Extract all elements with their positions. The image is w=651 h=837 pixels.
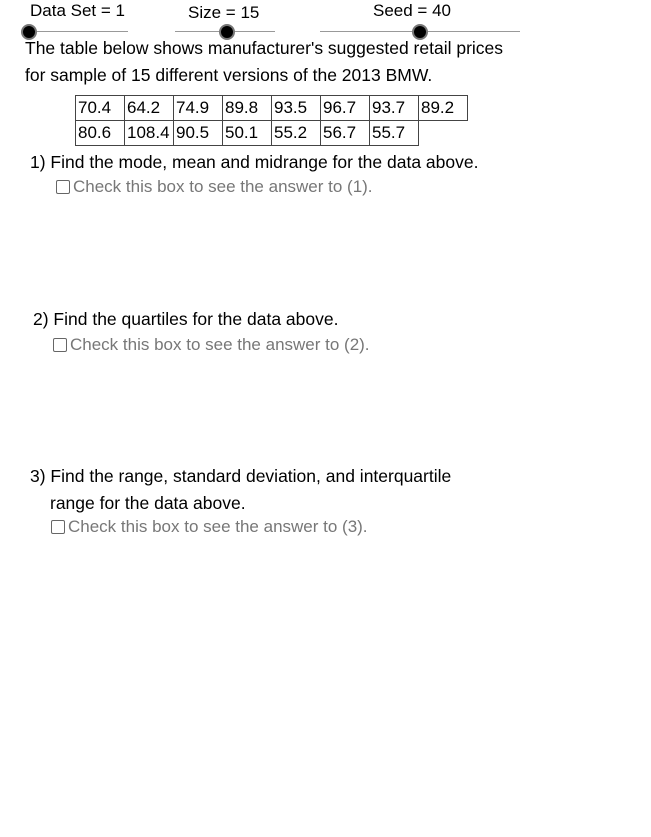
checkbox-icon[interactable] — [53, 338, 67, 352]
question-2: 2) Find the quartiles for the data above. — [33, 309, 339, 329]
table-row — [76, 96, 468, 121]
checkbox-icon[interactable] — [51, 520, 65, 534]
price-table — [75, 95, 468, 146]
table-cell: 55.2 — [272, 121, 321, 146]
answer-3-checkbox-label[interactable]: Check this box to see the answer to (3). — [68, 517, 368, 536]
table-cell: 89.8 — [223, 96, 272, 121]
table-cell: 70.4 — [76, 96, 125, 121]
question-1: 1) Find the mode, mean and midrange for the data above. — [30, 152, 479, 172]
table-cell: 80.6 — [76, 121, 125, 146]
slider-label-size: Size = 15 — [188, 3, 260, 22]
table-cell: 90.5 — [174, 121, 223, 146]
table-cell: 96.7 — [321, 96, 370, 121]
intro-line-1: The table below shows manufacturer's suggested retail prices — [25, 38, 504, 58]
answer-1-checkbox-label[interactable]: Check this box to see the answer to (1). — [73, 177, 373, 196]
table-cell: 89.2 — [419, 96, 468, 121]
table-cell: 64.2 — [125, 96, 174, 121]
answer-1-checkbox[interactable] — [56, 177, 373, 197]
answer-2-checkbox[interactable] — [53, 335, 370, 355]
slider-label-data-set: Data Set = 1 — [30, 1, 125, 20]
table-cell: 55.7 — [370, 121, 419, 146]
answer-2-checkbox-label[interactable]: Check this box to see the answer to (2). — [70, 335, 370, 354]
question-3-line-2: range for the data above. — [50, 493, 246, 513]
checkbox-icon[interactable] — [56, 180, 70, 194]
table-cell: 56.7 — [321, 121, 370, 146]
table-cell: 93.5 — [272, 96, 321, 121]
table-row — [76, 121, 468, 146]
table-cell-empty — [419, 121, 468, 146]
table-cell: 108.4 — [125, 121, 174, 146]
slider-label-seed: Seed = 40 — [373, 1, 451, 20]
table-cell: 93.7 — [370, 96, 419, 121]
table-cell: 50.1 — [223, 121, 272, 146]
intro-line-2: for sample of 15 different versions of the 2013 BMW. — [25, 65, 433, 85]
table-cell: 74.9 — [174, 96, 223, 121]
slider-track-data-set[interactable] — [28, 31, 128, 32]
question-3-line-1: 3) Find the range, standard deviation, and interquartile — [30, 466, 452, 486]
answer-3-checkbox[interactable] — [51, 517, 368, 537]
